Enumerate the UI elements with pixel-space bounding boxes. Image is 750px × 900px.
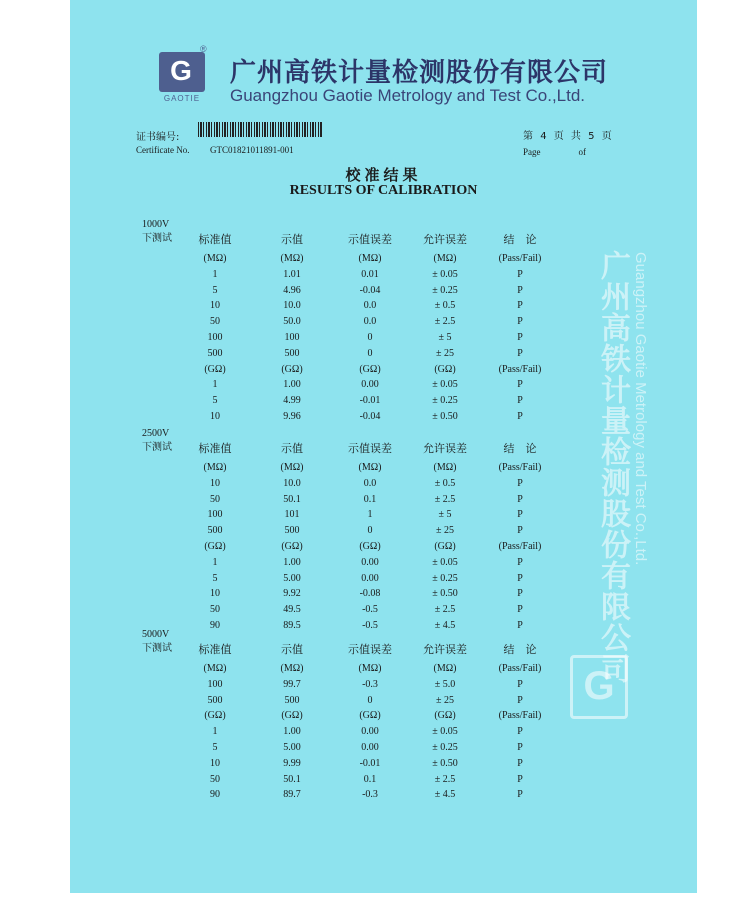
table-cell: P [517, 493, 523, 505]
table-cell: (MΩ) [433, 663, 457, 674]
table-cell: 10 [210, 477, 220, 489]
logo-label: GAOTIE [163, 94, 201, 103]
table-cell: (GΩ) [434, 710, 456, 722]
table-cell: -0.3 [362, 789, 378, 801]
table-cell: ± 2.5 [434, 493, 456, 505]
table-cell: 5 [212, 284, 218, 296]
table-cell: ± 4.5 [434, 620, 456, 631]
table-cell: 100 [207, 509, 223, 521]
table-cell: P [517, 742, 523, 753]
table-cell: P [517, 789, 523, 801]
table-cell: -0.01 [359, 757, 381, 769]
table-cell: 500 [207, 347, 223, 359]
table-cell: 0.00 [361, 556, 379, 568]
results-title-cn: 校准结果 [345, 166, 422, 184]
page-indicator-en [523, 147, 586, 157]
table-cell: (GΩ) [281, 363, 303, 375]
table-cell: -0.04 [359, 284, 381, 296]
table-cell: P [517, 332, 523, 343]
table-cell: (MΩ) [203, 663, 227, 674]
table-cell: 500 [284, 347, 300, 359]
table-cell: 0 [367, 332, 373, 343]
table-cell: (Pass/Fail) [498, 462, 542, 473]
section-label [142, 427, 172, 455]
table-cell: ± 25 [436, 347, 454, 359]
table-cell: P [517, 411, 523, 422]
table-cell: ± 0.50 [432, 411, 458, 422]
table-cell: P [517, 620, 523, 631]
table-cell: 50.1 [283, 493, 301, 505]
page-en-of: of [578, 147, 586, 157]
table-cell: 5 [212, 572, 218, 584]
table-cell: (GΩ) [359, 710, 381, 722]
table-cell: 1.00 [283, 379, 301, 391]
table-cell: P [517, 395, 523, 407]
column-header: 允许误差 [423, 233, 467, 246]
table-cell: ± 0.25 [432, 284, 458, 296]
table-cell: (Pass/Fail) [498, 710, 542, 722]
table-cell: P [517, 556, 523, 568]
table-cell: 50 [210, 316, 220, 328]
column-header: 结 论 [503, 643, 537, 656]
table-cell: P [517, 316, 523, 328]
table-cell: 1 [212, 268, 218, 280]
section-label [142, 628, 172, 656]
table-cell: 10 [210, 300, 220, 312]
table-cell: ± 0.05 [432, 379, 458, 391]
column-header: 示值 [281, 643, 303, 656]
table-cell: -0.04 [359, 411, 381, 422]
table-cell: P [517, 726, 523, 738]
table-cell: (GΩ) [434, 541, 456, 552]
section-test-label: 下测试 [142, 442, 172, 453]
table-cell: P [517, 300, 523, 312]
table-cell: (MΩ) [203, 462, 227, 473]
table-cell: 4.96 [283, 284, 301, 296]
table-cell: (GΩ) [281, 541, 303, 552]
table-cell: 9.92 [283, 588, 301, 600]
section-test-label: 下测试 [142, 643, 172, 654]
table-cell: (GΩ) [204, 710, 226, 722]
company-name-en: Guangzhou Gaotie Metrology and Test Co.,Ltd. [230, 86, 586, 105]
table-cell: 0.00 [361, 379, 379, 391]
table-cell: -0.08 [359, 588, 381, 600]
table-cell: 90 [210, 789, 220, 801]
table-cell: 0 [367, 347, 373, 359]
table-cell: 5.00 [283, 742, 301, 753]
table-cell: ± 0.05 [432, 268, 458, 280]
table-cell: P [517, 284, 523, 296]
watermark-text-en: Guangzhou Gaotie Metrology and Test Co.,Ltd. [632, 252, 649, 566]
table-cell: (MΩ) [433, 462, 457, 473]
table-cell: 0 [367, 525, 373, 537]
section-label [142, 218, 172, 246]
table-cell: 0.0 [363, 477, 377, 489]
page-total: 5 [588, 131, 595, 142]
certificate-number: GTC01821011891-001 [210, 145, 294, 155]
table-cell: 100 [284, 332, 300, 343]
table-cell: 50.0 [283, 316, 301, 328]
table-cell: ± 2.5 [434, 773, 456, 785]
table-cell: ± 0.5 [434, 477, 456, 489]
table-cell: 90 [210, 620, 220, 631]
table-cell: P [517, 477, 523, 489]
company-logo [159, 52, 205, 92]
table-cell: ± 25 [436, 525, 454, 537]
page-suffix: 页 [601, 131, 612, 142]
table-cell: (Pass/Fail) [498, 663, 542, 674]
barcode-image [198, 122, 322, 137]
column-header: 示值 [281, 233, 303, 246]
column-header: 标准值 [198, 643, 232, 656]
results-title-en: RESULTS OF CALIBRATION [289, 183, 478, 198]
table-cell: ± 5.0 [434, 678, 456, 690]
column-header: 标准值 [198, 442, 232, 455]
column-header: 标准值 [198, 233, 232, 246]
column-header: 结 论 [503, 233, 537, 246]
table-cell: 1 [212, 726, 218, 738]
table-cell: (Pass/Fail) [498, 363, 542, 375]
table-cell: ± 0.50 [432, 588, 458, 600]
table-cell: 500 [207, 694, 223, 706]
column-header: 结 论 [503, 442, 537, 455]
table-cell: (GΩ) [204, 541, 226, 552]
table-cell: 89.7 [283, 789, 301, 801]
table-cell: ± 5 [438, 332, 452, 343]
page-indicator-cn [523, 127, 612, 142]
table-cell: 1.00 [283, 726, 301, 738]
table-cell: 100 [207, 332, 223, 343]
column-header: 示值误差 [348, 233, 392, 246]
table-cell: 9.96 [283, 411, 301, 422]
table-cell: P [517, 588, 523, 600]
watermark-text-cn: 广州高铁计量检测股份有限公司 [595, 250, 630, 684]
table-cell: P [517, 694, 523, 706]
table-cell: (MΩ) [203, 253, 227, 264]
table-cell: (Pass/Fail) [498, 541, 542, 552]
column-header: 示值误差 [348, 442, 392, 455]
table-cell: 1.00 [283, 556, 301, 568]
table-cell: 10.0 [283, 300, 301, 312]
table-cell: (MΩ) [358, 663, 382, 674]
table-cell: 9.99 [283, 757, 301, 769]
table-cell: ± 0.05 [432, 726, 458, 738]
table-cell: -0.5 [362, 620, 378, 631]
table-cell: (Pass/Fail) [498, 253, 542, 264]
table-cell: 0.00 [361, 742, 379, 753]
certificate-label-en: Certificate No. [136, 145, 190, 155]
table-cell: ± 0.50 [432, 757, 458, 769]
table-cell: 10 [210, 757, 220, 769]
table-cell: (GΩ) [204, 363, 226, 375]
table-cell: ± 0.25 [432, 572, 458, 584]
table-cell: 50 [210, 493, 220, 505]
table-cell: 50 [210, 604, 220, 616]
table-cell: 0.1 [363, 773, 377, 785]
table-cell: ± 0.5 [434, 300, 456, 312]
page-prefix: 第 [523, 131, 533, 142]
table-cell: ± 2.5 [434, 316, 456, 328]
table-cell: P [517, 572, 523, 584]
table-cell: (GΩ) [359, 363, 381, 375]
table-cell: 10.0 [283, 477, 301, 489]
table-cell: P [517, 525, 523, 537]
table-cell: 101 [284, 509, 300, 521]
table-cell: 4.99 [283, 395, 301, 407]
column-header: 允许误差 [423, 643, 467, 656]
table-cell: ± 2.5 [434, 604, 456, 616]
certificate-label-cn: 证书编号: [136, 132, 180, 143]
table-cell: 50.1 [283, 773, 301, 785]
table-cell: P [517, 773, 523, 785]
page-current: 4 [540, 131, 547, 142]
table-cell: P [517, 604, 523, 616]
table-cell: (MΩ) [280, 462, 304, 473]
section-voltage: 2500V [142, 428, 170, 439]
table-cell: -0.01 [359, 395, 381, 407]
table-cell: ± 0.25 [432, 395, 458, 407]
table-cell: P [517, 347, 523, 359]
section-test-label: 下测试 [142, 233, 172, 244]
table-cell: 1 [367, 509, 373, 521]
column-header: 示值 [281, 442, 303, 455]
table-cell: 100 [207, 678, 223, 690]
table-cell: P [517, 678, 523, 690]
table-cell: (GΩ) [434, 363, 456, 375]
table-cell: (MΩ) [358, 253, 382, 264]
company-name-cn: 广州高铁计量检测股份有限公司 [230, 58, 609, 88]
table-cell: 10 [210, 411, 220, 422]
table-cell: P [517, 379, 523, 391]
table-cell: 5.00 [283, 572, 301, 584]
section-voltage: 5000V [142, 629, 170, 640]
column-header: 示值误差 [348, 643, 392, 656]
table-cell: 50 [210, 773, 220, 785]
table-cell: 0.1 [363, 493, 377, 505]
table-cell: (GΩ) [281, 710, 303, 722]
table-cell: P [517, 509, 523, 521]
table-cell: ± 0.25 [432, 742, 458, 753]
page-en-label: Page [523, 147, 541, 157]
table-cell: 1 [212, 556, 218, 568]
table-cell: (MΩ) [280, 253, 304, 264]
table-cell: ± 25 [436, 694, 454, 706]
table-cell: P [517, 268, 523, 280]
table-cell: 99.7 [283, 678, 301, 690]
table-cell: -0.3 [362, 678, 378, 690]
table-cell: 49.5 [283, 604, 301, 616]
page-mid: 页 共 [553, 131, 581, 142]
table-cell: (MΩ) [358, 462, 382, 473]
registered-mark: ® [200, 44, 207, 54]
column-header: 允许误差 [423, 442, 467, 455]
watermark-logo-icon: G [570, 655, 628, 719]
table-cell: 5 [212, 395, 218, 407]
table-cell: ± 0.05 [432, 556, 458, 568]
table-cell: ± 4.5 [434, 789, 456, 801]
section-voltage: 1000V [142, 219, 170, 230]
table-cell: P [517, 757, 523, 769]
table-cell: 0 [367, 694, 373, 706]
table-cell: 5 [212, 742, 218, 753]
table-cell: (GΩ) [359, 541, 381, 552]
logo-g-icon: G [170, 55, 192, 86]
table-cell: 0.00 [361, 726, 379, 738]
table-cell: 10 [210, 588, 220, 600]
table-cell: 1.01 [283, 268, 301, 280]
table-cell: 500 [284, 694, 300, 706]
certificate-sheet [70, 0, 697, 893]
table-cell: (MΩ) [433, 253, 457, 264]
table-cell: (MΩ) [280, 663, 304, 674]
table-cell: ± 5 [438, 509, 452, 521]
table-cell: 0.0 [363, 300, 377, 312]
table-cell: 0.00 [361, 572, 379, 584]
table-cell: 500 [207, 525, 223, 537]
table-cell: 0.0 [363, 316, 377, 328]
table-cell: 1 [212, 379, 218, 391]
table-cell: 500 [284, 525, 300, 537]
table-cell: 0.01 [361, 268, 379, 280]
table-cell: -0.5 [362, 604, 378, 616]
table-cell: 89.5 [283, 620, 301, 631]
